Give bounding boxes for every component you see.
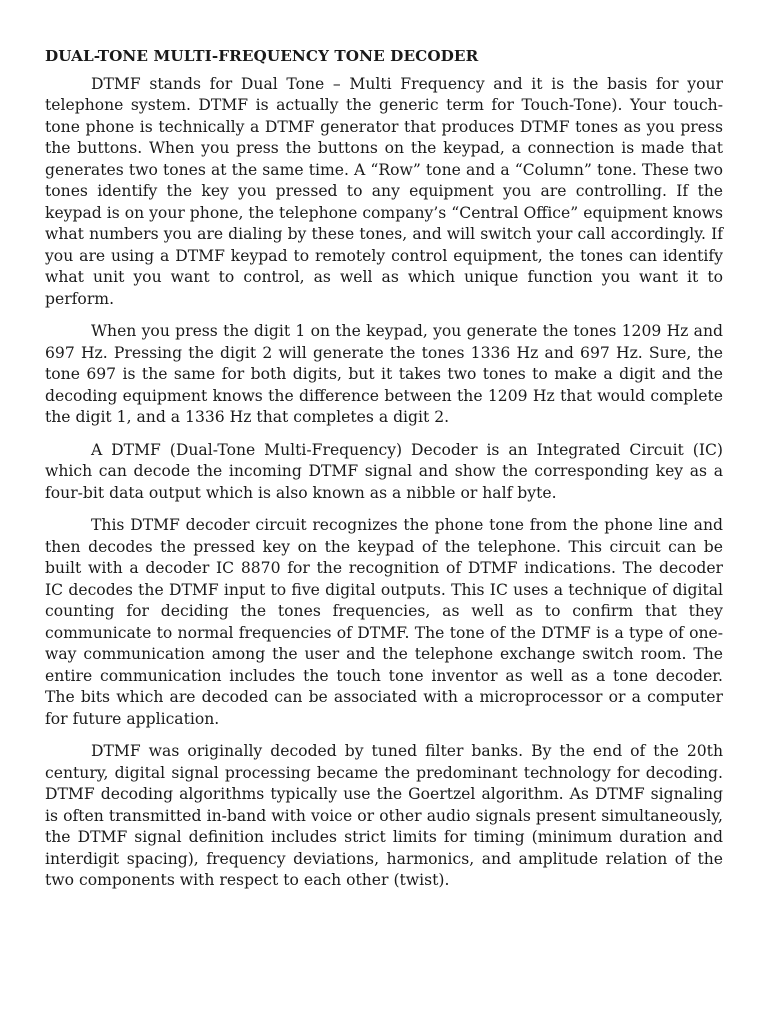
paragraph-decoder-definition: A DTMF (Dual-Tone Multi-Frequency) Decoder is an Integrated Circuit (IC) which can decode the incoming DTMF signal and show the corresponding key as a four-bit data output which is also known as a nibble or half byte.: [45, 440, 723, 502]
document-page: [45, 46, 723, 903]
paragraph-dtmf-intro: DTMF stands for Dual Tone – Multi Frequency and it is the basis for your telephone system. DTMF is actually the generic term for Touch-Tone). Your touch-tone phone is technically a DTMF generator that produces DTMF tones as you press the buttons. When you press the buttons on the keypad, a connection is made that generates two tones at the same time. A “Row” tone and a “Column” tone. These two tones identify the key you pressed to any equipment you are controlling. If the keypad is on your phone, the telephone company’s “Central Office” equipment knows what numbers you are dialing by these tones, and will switch your call accordingly. If you are using a DTMF keypad to remotely control equipment, the tones can identify what unit you want to control, as well as which unique function you want it to perform.: [45, 74, 723, 308]
document-title: DUAL-TONE MULTI-FREQUENCY TONE DECODER: [45, 47, 479, 65]
paragraph-decoding-history: DTMF was originally decoded by tuned filter banks. By the end of the 20th century, digital signal processing became the predominant technology for decoding. DTMF decoding algorithms typically use the Goertzel algorithm. As DTMF signaling is often transmitted in-band with voice or other audio signals present simultaneously, the DTMF signal definition includes strict limits for timing (minimum duration and interdigit spacing), frequency deviations, harmonics, and amplitude relation of the two components with respect to each other (twist).: [45, 742, 723, 889]
paragraph-decoder-circuit: This DTMF decoder circuit recognizes the phone tone from the phone line and then decodes the pressed key on the keypad of the telephone. This circuit can be built with a decoder IC 8870 for the recognition of DTMF indications. The decoder IC decodes the DTMF input to five digital outputs. This IC uses a technique of digital counting for deciding the tones frequencies, as well as to confirm that they communicate to normal frequencies of DTMF. The tone of the DTMF is a type of one-way communication among the user and the telephone exchange switch room. The entire communication includes the touch tone inventor as well as a tone decoder. The bits which are decoded can be associated with a microprocessor or a computer for future application.: [45, 516, 723, 728]
paragraph-digit-tones: When you press the digit 1 on the keypad, you generate the tones 1209 Hz and 697 Hz. Pressing the digit 2 will generate the tones 1336 Hz and 697 Hz. Sure, the tone 697 is the same for both digits, but it takes two tones to make a digit and the decoding equipment knows the difference between the 1209 Hz that would complete the digit 1, and a 1336 Hz that completes a digit 2.: [45, 322, 723, 426]
